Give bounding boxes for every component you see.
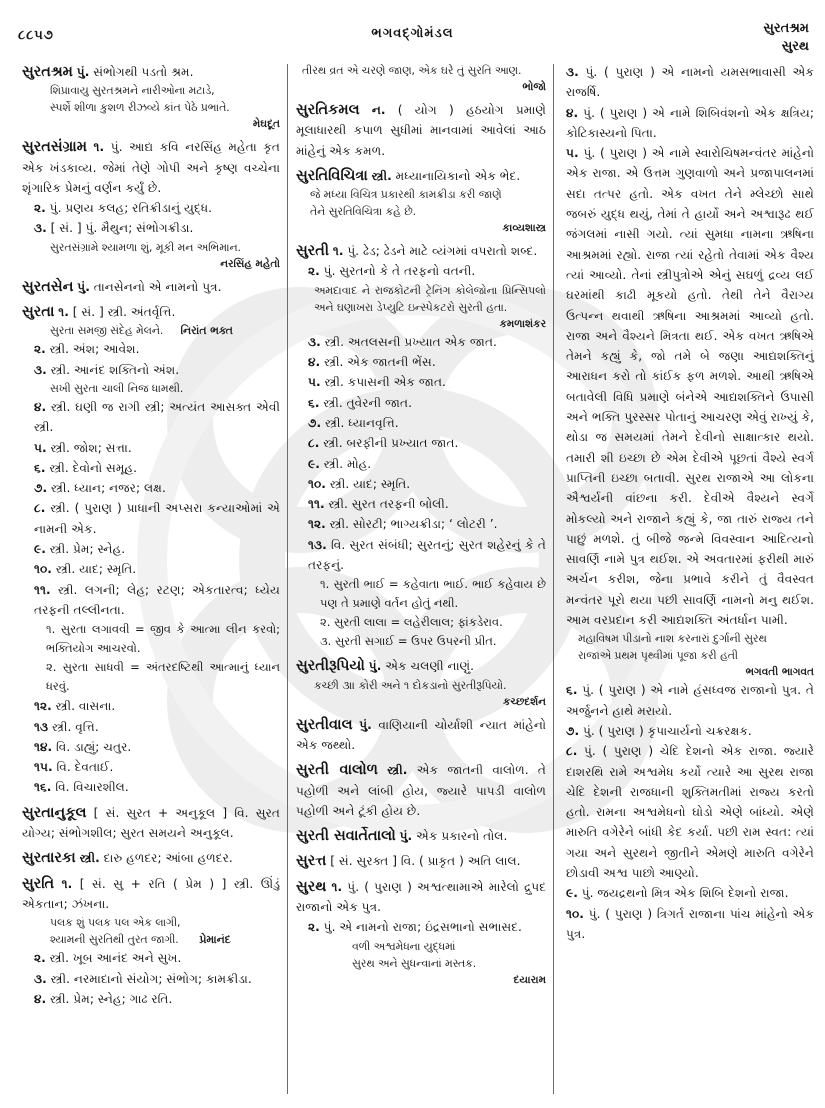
sense-number: ૧. — [332, 244, 344, 259]
sense-text: સ્ત્રી. બરફીની પ્રખ્યાત જાત. — [323, 436, 459, 451]
column-1 — [22, 62, 280, 1102]
dictionary-entry — [296, 877, 546, 988]
quote-source: પ્રેમાનંદ — [199, 933, 231, 947]
guide-words — [763, 20, 809, 56]
grammar-label: પું. — [399, 829, 413, 844]
headword: સુરતિકમલ — [296, 102, 360, 118]
definition: મધ્યાનાયિકાનો એક ભેદ. — [395, 168, 521, 183]
sense-text: સ્ત્રી. કપાસની એક જાત. — [324, 375, 446, 390]
sense-number: ૧૦. — [34, 562, 52, 577]
sense-text: સ્ત્રી. ધ્યાનવૃત્તિ. — [324, 415, 399, 430]
headword: સુરતા — [22, 304, 55, 321]
sense-number: ૪. — [566, 105, 579, 120]
sense-number: ૧૬. — [34, 780, 52, 795]
quote-line: સ્પર્શે શીળા કુશળ રીઝવ્યે કાંત પેઠે પ્રભાતે. — [50, 101, 230, 115]
sense-number: ૮. — [566, 744, 578, 759]
sense-number: ૪. — [34, 991, 47, 1006]
sense-number: ૪. — [308, 355, 321, 370]
quote-line: સુરથ અને સુધન્વાનાં મસ્તક. — [352, 956, 477, 970]
headword: સુરતી વાલોળ — [296, 762, 378, 779]
sense-text: વિ. વિચારશીલ. — [55, 780, 129, 795]
sense-number: ૩. — [34, 971, 47, 986]
guide-word-first: સુરતશ્રમ — [763, 21, 809, 36]
sense-text: [ સં. ] સ્ત્રી. અંતર્વૃત્તિ. — [72, 305, 176, 320]
definition: તાનસેનનો એ નામનો પુત્ર. — [93, 279, 222, 294]
quote-source: મેઘદૂત — [252, 118, 280, 131]
dictionary-entry — [22, 62, 280, 132]
sense-number: ૪. — [34, 399, 47, 414]
sub-sense: ૩. સુરતી સગાઈ = ઉપર ઉપરની પ્રીત. — [320, 634, 497, 649]
sense — [22, 757, 280, 777]
sense-text: [ સં. ] પું. મૈથુન; સંભોગક્રીડા. — [50, 221, 194, 236]
headword: સુરતીવાલ — [296, 716, 353, 733]
sense-text: સ્ત્રી. દેવોનો સમૂહ. — [49, 460, 138, 475]
sense-text: સ્ત્રી. વાસના. — [55, 699, 116, 714]
headword: સુરતિવિચિત્રા — [296, 167, 368, 184]
headword: સુરતી — [296, 243, 330, 260]
quote-line: સખી સુરતા ચાલી નિજ ધામથી. — [50, 381, 184, 395]
sense-number: ૧૩. — [308, 537, 327, 552]
dictionary-entry — [296, 100, 546, 161]
dictionary-columns — [0, 62, 825, 1102]
definition: ( યોગ ) હઠયોગ પ્રમાણે મૂલાધારથી કપાળ સુધીમાં માનવામાં આવેલાં આઠ માંહેનું એક કમળ. — [296, 103, 547, 158]
sense-number: ૩. — [34, 221, 47, 236]
sense-number: ૧૩ — [34, 719, 49, 734]
sense — [566, 680, 814, 721]
sense-number: ૧. — [58, 305, 69, 320]
sub-sense: ૨. સુરતી લાલા = લહેરીલાલ; ફાંકડેરાવ. — [320, 615, 503, 630]
quote-source: ભોજો — [522, 81, 546, 93]
quote-line: મહાવિષમ પીડાનો નાશ કરનારાં દુર્ગાની સુરથ — [578, 632, 767, 646]
quote-source: દયારામ — [513, 973, 546, 986]
quote-line: રાજાએ પ્રથમ પૃથ્વીમાં પૂજા કરી હતી — [578, 649, 739, 663]
sense-number: ૫. — [308, 375, 321, 390]
definition: એક પ્રકારનો તોલ. — [416, 829, 508, 844]
definition: સંભોગથી પડતો શ્રમ. — [93, 65, 194, 79]
dictionary-entry-continuation — [296, 62, 546, 95]
dictionary-entry — [296, 851, 546, 871]
sense-number: ૧૧. — [34, 582, 51, 597]
sense-number: ૭. — [308, 415, 322, 430]
headword: સુરતીરૂપિયો — [296, 658, 365, 675]
sense — [22, 580, 280, 621]
sense-number: ૯. — [566, 886, 578, 901]
sub-sense: ૨. સુરતા સાધવી = અંતરદષ્ટિથી આત્માનું ધ્યાન ધરવું. — [46, 660, 280, 694]
column-divider — [553, 64, 554, 1094]
dictionary-entry — [22, 874, 280, 1009]
sense-number: ૧૨. — [308, 517, 326, 532]
quote-source: ભગવતી ભાગવત — [745, 666, 814, 679]
headword: સુરતાનુકૂલ — [22, 804, 87, 821]
sense-number: ૩. — [34, 362, 47, 377]
sense — [22, 559, 280, 579]
quote-source: કચ્છદર્શન — [503, 695, 546, 708]
quote-line: સુરતસંગ્રામે શ્યામળા શું, મૂકી મન અભિમાન. — [50, 240, 241, 254]
dictionary-entry — [22, 277, 280, 297]
sense-number: ૨. — [34, 342, 46, 357]
grammar-label: સ્ત્રી. — [371, 168, 392, 183]
sense-text: સ્ત્રી. ધ્યાન; નજર; લક્ષ. — [50, 481, 166, 496]
column-2 — [296, 62, 546, 1102]
sense-number: ૫. — [566, 146, 579, 161]
sense-text: સ્ત્રી. ( પુરાણ ) પ્રાધાની અપ્સરા કન્યાઓમાં એ નામની એક. — [34, 501, 280, 536]
sense-number: ૧. — [93, 140, 105, 155]
headword: સુરતસંગ્રામ — [22, 139, 87, 156]
sense — [566, 883, 814, 903]
sense-number: ૩. — [308, 334, 321, 349]
sense-text: સ્ત્રી. સુરત તરફની બોલી. — [328, 497, 449, 512]
sense-number: ૧૦. — [308, 476, 326, 491]
sense-text: સ્ત્રી. નરમાદાનો સંયોગ; સંભોગ; કામક્રીડા. — [50, 971, 252, 986]
sense-text: પું. સુરતનો કે તે તરફનો વતની. — [323, 264, 476, 279]
sense-number: ૨. — [34, 951, 46, 966]
headword: સુરત્ત — [296, 853, 327, 870]
sense-text: સ્ત્રી. ઘણી જ રાગી સ્ત્રી; અત્યંત આસક્ત એવી સ્ત્રી. — [34, 399, 280, 435]
definition: [ સં. સુરક્ત ] વિ. ( પ્રાકૃત ) અતિ લાલ. — [330, 854, 521, 869]
sense — [566, 103, 814, 144]
sense-text: પું. ( પુરાણ ) એ નામે શિબિવંશનો એક ક્ષત્રિય; કોટિકાસ્યનો પિતા. — [566, 105, 814, 140]
sense — [22, 339, 280, 359]
quote-source: કમળાશંકર — [499, 317, 546, 330]
dictionary-entry — [22, 302, 280, 798]
dictionary-entry-continuation — [566, 62, 814, 944]
dictionary-entry — [296, 715, 546, 756]
sense — [296, 261, 546, 281]
sense — [22, 777, 280, 797]
quote-line: તેને સુરતિવિચિત્રા કહે છે. — [310, 205, 417, 219]
sense-text: સ્ત્રી. યાદ; સ્મૃતિ. — [329, 476, 411, 491]
definition: [ સં. સુરત + અનુકૂલ ] વિ. સુરત યોગ્ય; સંભોગશીલ; સુરત સમયને અનુકૂલ. — [22, 805, 280, 841]
sense-text: સ્ત્રી. યાદ; સ્મૃતિ. — [55, 562, 137, 577]
quote-line: વળી અશ્વમેધના યુદ્ધમાં — [352, 939, 456, 953]
quote-text: સુરતા સમજી સંદેહ મેલને. — [50, 324, 164, 338]
sense — [22, 737, 280, 757]
sense — [22, 498, 280, 539]
sense-text: સ્ત્રી. જોશ; સત્તા. — [50, 440, 132, 455]
sense-number: ૯. — [34, 542, 46, 557]
sense — [22, 438, 280, 458]
quote-line: શિપ્રાવાયુ સુરતશ્રમને નારીઓના મટાડે, — [50, 84, 215, 98]
sense-number: ૬. — [308, 395, 320, 410]
quote-line — [22, 931, 280, 948]
grammar-label: પું. — [76, 65, 90, 79]
sense-text: પું. પ્રણય કલહ; રતિક્રીડાનું યુદ્ધ. — [49, 201, 213, 216]
quote-line: અમદાવાદ ને રાજકોટની ટ્રેનિંગ કોલેજોના પ્રિન્સિપલો અને ઘણાખરા ડેપ્યુટિ ઇન્સ્પેકટરો સુરતી હતા. — [314, 283, 546, 314]
sense-text: સ્ત્રી. તુવેરની જાત. — [323, 395, 413, 410]
headword: સુરતારકા — [22, 850, 76, 867]
sense-text: [ સં. સુ + રતિ ( પ્રેમ ) ] સ્ત્રી. ઊંડું એકતાન; ઝંખના. — [22, 876, 281, 911]
sense-text: પું. એ નામનો રાજા; ઇંદ્રસભાનો સભાસદ. — [323, 920, 522, 935]
sense — [22, 539, 280, 559]
quote-line: કચ્છી ૩॥ કોરી અને ૧ દોકડાનો સુરતીરૂપિયો. — [314, 678, 507, 692]
dictionary-entry — [22, 803, 280, 844]
sense — [566, 721, 814, 741]
sense-text: પું. ( પુરાણ ) એ નામે સ્વારોચિષમન્વંતર માંહેનો એક રાજા. એ ઉત્તમ ગુણવાળો અને પ્રજાપાલનમાં સદા તત્પર હતો. એક વખત તેને મ્લેચ્છો સાથે જબરું યુદ્ધ થયું, તેમાં તે હાર્યો અને અશ્વારૂઢ થઈ જંગલમાં નાસી ગયો. ત્યાં સુમધા નામના ઋષિના આશ્રમમાં રહ્યો. રાજા ત્યાં રહેતો તેવામાં એક વૈશ્ય ત્યાં આવ્યો. તેનાં સ્ત્રીપુત્રોએ એનું સઘળું દ્રવ્ય લઈ ઘરમાંથી કાઢી મૂકયો હતો. તેથી તેને વૈરાગ્ય ઉત્પન્ન થવાથી ઋષિના આશ્રમમાં આવ્યો હતો. રાજા અને વૈશ્યને મિત્રતા થઈ. એક વખત ઋષિએ તેમને કહ્યું કે, જો તમે બે જણા આદ્યશક્તિનું આરાધન કરો તો કાંઈક ફળ મળશે. આથી ઋષિએ બતાવેલી વિધિ પ્રમાણે બંનેએ આદ્યશક્તિને ઉપાસી અને ભક્તિ પુરસ્સર પોતાનું આચરણ એવું રાખ્યું કે, થોડા જ સમયમાં તેમને દેવીનો સાક્ષાત્કાર થયો. તમારી શી ઇચ્છા છે એમ દેવીએ પૂછતાં વૈશ્યે સ્વર્ગ પ્રાપ્તિની ઇચ્છા બતાવી. સુરથ રાજાએ આ લોકના ઐશ્વર્યની વાંછના કરી. દેવીએ વૈશ્યને સ્વર્ગે મોકલ્યો અને રાજાને કહ્યું કે, જા તારું રાજ્ય તને પાછું મળશે. તું બીજે જન્મે વિવસ્વાન આદિત્યનો સાવર્ણિ નામે પુત્ર થઈશ. એ અવતારમાં ફરીથી મારું અર્ચન કરીશ, જેના પ્રભાવે કરીને તું વૈવસ્વત મન્વંતર પૂરો થયા પછી સાવર્ણિ નામનો મનુ થઈશ. આમ વરપ્રદાન કરી આદ્યશક્તિ અંતર્ધાન પામી. — [566, 146, 814, 628]
sense — [296, 372, 546, 392]
sense — [22, 478, 280, 498]
sense-text: સ્ત્રી. મોહ. — [323, 456, 372, 471]
sense-text: સ્ત્રી. વૃત્તિ. — [51, 719, 99, 734]
dictionary-entry — [296, 826, 546, 846]
sense — [22, 948, 280, 968]
sense — [22, 717, 280, 737]
sense-number: ૧૪. — [34, 739, 53, 754]
sense-text: પું. ( પુરાણ ) અશ્વત્થામાએ મારેલો દ્રુપદ રાજાનો એક પુત્ર. — [296, 879, 547, 915]
quote-line — [22, 322, 280, 339]
sense — [296, 332, 546, 352]
sense — [296, 454, 546, 474]
dictionary-entry — [22, 848, 280, 868]
sense-number: ૧૦. — [566, 906, 584, 921]
sense — [296, 917, 546, 937]
sense — [296, 514, 546, 534]
sense-number: ૧. — [331, 879, 343, 894]
sense-text: સ્ત્રી. લગની; લેહ; રટણ; એકતારત્વ; ધ્યેય તરફની તલ્લીનતા. — [34, 582, 281, 617]
sense-text: પું. ( પુરાણ ) ત્રિગર્ત રાજાના પાંચ માંહેનો એક પુત્ર. — [566, 906, 815, 941]
sense — [296, 352, 546, 372]
sense-text: સ્ત્રી. પ્રેમ; સ્નેહ; ગાઢ રતિ. — [50, 991, 173, 1006]
sense-number: ૧૫. — [34, 760, 53, 775]
column-3 — [566, 62, 814, 1102]
sense — [296, 413, 546, 433]
sense — [22, 989, 280, 1009]
grammar-label: સ્ત્રી. — [79, 851, 100, 866]
sense-number: ૨. — [308, 264, 320, 279]
page-title: ભગવદ્ગોમંડલ — [371, 26, 454, 41]
sense-number: ૧૨. — [34, 699, 52, 714]
sense — [296, 393, 546, 413]
sense-text: પું. ( પુરાણ ) એ નામનો યમસભાવાસી એક રાજર્ષિ. — [566, 65, 815, 100]
sense-text: સ્ત્રી. અંશ; આવેશ. — [49, 342, 140, 357]
definition: એક ચલણી નાણું. — [385, 659, 475, 674]
sense-number: ૮. — [308, 436, 320, 451]
quote-source: નિરાંત ભક્ત — [180, 324, 233, 338]
sense — [22, 458, 280, 478]
grammar-label: પું. — [359, 717, 372, 732]
page-header — [0, 14, 825, 58]
sense-text: પું. આદ્ય કવિ નરસિંહ મહેતા કૃત એક ખંડકાવ્ય. જેમાં તેણે ગોપી અને કૃષ્ણ વચ્ચેના શૃંગારિક પ્રેમનું વર્ણન કર્યું છે. — [22, 140, 280, 195]
sense — [566, 741, 814, 883]
sense — [566, 62, 814, 103]
dictionary-entry — [296, 166, 546, 236]
sense-text: વિ. ડાહ્યું; ચતુર. — [56, 739, 132, 754]
column-divider — [287, 64, 288, 1094]
headword: સુરતિ — [22, 875, 55, 892]
sense-text: પું. ( પુરાણ ) ચેદિ દેશનો એક રાજા. જ્યારે દાશરથિ રામે અશ્વમેધ કર્યો ત્યારે આ સુરથ રાજા ચેદિ દેશની રાજધાની શુક્તિમતીમાં રાજ્ય કરતો હતો. રામના અશ્વમેધનો ઘોડો એણે બાંધ્યો. એણે મારુતિ વગેરેને બાંધી કેદ કર્યા. પછી રામ સ્વત: ત્યાં ગયા અને સુરથને જીતીને એમણે મારુતિ વગેરેને છોડાવી અશ્વ પાછો આણ્યો. — [566, 744, 814, 880]
quote-source: કાવ્યશાસ્ત્ર — [502, 222, 546, 235]
sense-text: સ્ત્રી. ખૂબ આનંદ અને સુખ. — [49, 951, 182, 966]
sense-number: ૨. — [34, 201, 46, 216]
sub-sense: ૧. સુરતી ભાઈ = કહેવાતા ભાઈ. ભાઈ કહેવાય છે પણ તે પ્રમાણે વર્તન હોતું નથી. — [320, 577, 546, 611]
sense-text: વિ. સુરત સંબંધી; સુરતનું; સુરત શહેરનું કે તે તરફનું. — [308, 537, 546, 573]
quote-text: શ્યામની સુરતિથી તુરત જાગી. — [50, 933, 179, 947]
quote-line: પલક શું પલક પલ એક લાગી, — [50, 916, 181, 930]
sense — [22, 969, 280, 989]
headword: સુરથ — [296, 878, 327, 895]
sense — [296, 474, 546, 494]
definition: વાણિયાની ચોર્યાશી ન્યાત માંહેનો એક જથ્થો. — [296, 717, 546, 752]
sense-text: પું. ( પુરાણ ) એ નામે હંસધ્વજ રાજાનો પુત્ર. તે અર્જુનને હાથે મરાયો. — [566, 683, 814, 718]
sense — [296, 535, 546, 576]
sense-text: પું. ( પુરાણ ) કૃપાચાર્યનો ચક્રરક્ષક. — [582, 723, 752, 738]
sense-text: સ્ત્રી. આનંદ શક્તિનો અંશ. — [50, 362, 180, 377]
sense-number: ૭. — [566, 723, 580, 738]
quote-source: નરસિંહ મહેતો — [220, 257, 280, 270]
sense-number: ૬. — [566, 683, 578, 698]
headword: સુરતશ્રમ — [22, 64, 73, 80]
sense-text: વિ. દેવતાઈ. — [56, 760, 114, 775]
sense — [566, 143, 814, 630]
sense — [22, 696, 280, 716]
grammar-label: પું. — [77, 279, 90, 294]
sense-number: ૧૧. — [308, 497, 325, 512]
sense-number: ૮. — [34, 501, 46, 516]
sense — [22, 218, 280, 238]
sense — [296, 494, 546, 514]
sense — [22, 360, 280, 380]
sense-text: સ્ત્રી. સોરટી; ભાગ્યક્રીડા; ‘ લોટરી ’. — [329, 517, 498, 532]
sense — [22, 397, 280, 438]
sense-number: ૬. — [34, 460, 46, 475]
sense-text: સ્ત્રી. અતલસની પ્રખ્યાત એક જાત. — [324, 334, 497, 349]
sense-number: ૫. — [34, 440, 47, 455]
definition: એક જાતની વાલોળ. તે પહોળી અને લાંબી હોય, જ્યારે પાપડી વાલોળ પહોળી અને ટૂંકી હોય છે. — [296, 763, 547, 818]
sense-text: પું. ઢેડ; ઢેડને માટે વ્યંગમાં વપરાતો શબ્દ. — [347, 244, 538, 259]
sense — [296, 433, 546, 453]
sense-number: ૭. — [34, 481, 48, 496]
grammar-label: સ્ત્રી. — [387, 763, 408, 778]
dictionary-entry — [296, 656, 546, 709]
sense-number: ૧. — [61, 876, 73, 891]
sense-number: ૨. — [308, 920, 320, 935]
dictionary-entry — [22, 137, 280, 271]
grammar-label: ન. — [371, 103, 386, 117]
page-number: ૮૮૫૭ — [18, 28, 54, 43]
headword: સુરતી સવાર્તેતાલો — [296, 828, 396, 845]
grammar-label: પું. — [368, 659, 382, 674]
sense-text: સ્ત્રી. પ્રેમ; સ્નેહ. — [49, 542, 126, 557]
headword: સુરતસેન — [22, 278, 74, 295]
dictionary-entry — [296, 760, 546, 821]
quote-line: જે મધ્યા વિચિત્ર પ્રકારથી કામક્રીડા કરી જાણે — [310, 188, 502, 202]
dictionary-entry — [296, 241, 546, 651]
sense-number: ૩. — [566, 65, 579, 79]
sense-text: સ્ત્રી. એક જાતની ભેંસ. — [324, 355, 436, 370]
sense — [566, 904, 814, 945]
sense — [22, 198, 280, 218]
guide-word-last: સુરથ — [781, 39, 809, 54]
sub-sense: ૧. સુરતા લગાવવી = જીવ કે આત્મા લીન કરવો; ભક્તિયોગ આચરવો. — [46, 622, 280, 656]
quote-line: તીરથ વ્રત એ ચરણે જાણ, એક ઘરે તું સુરતિ આણ. — [302, 64, 522, 77]
definition: દારુ હળદર; આંબા હળદર. — [103, 851, 233, 866]
sense-number: ૯. — [308, 456, 320, 471]
sense-text: પું. જયદ્રથનો મિત્ર એક શિબિ દેશનો રાજા. — [581, 886, 789, 901]
